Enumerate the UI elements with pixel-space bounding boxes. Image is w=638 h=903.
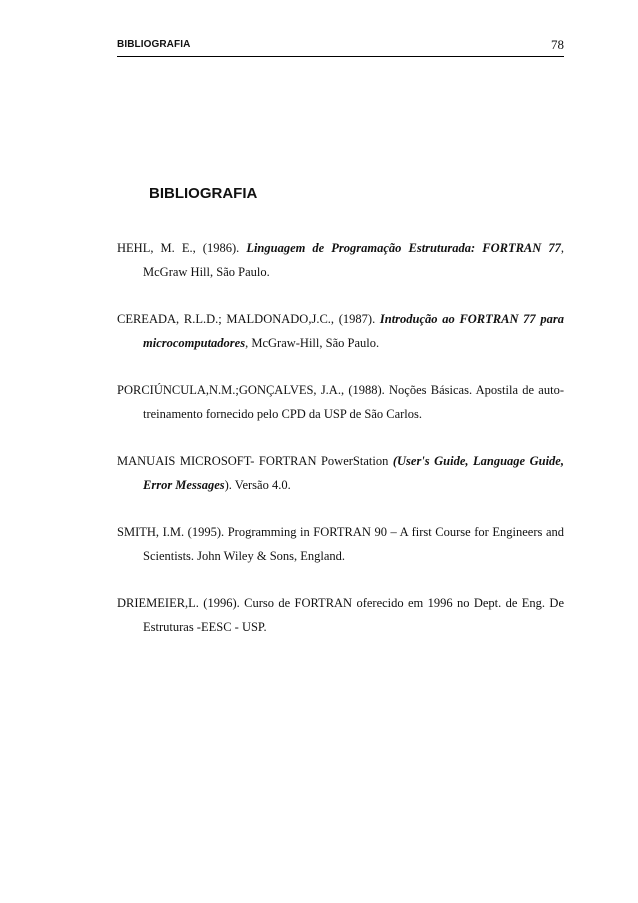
reference-lead: HEHL, M. E., (1986). [117, 241, 247, 255]
section-title: BIBLIOGRAFIA [149, 185, 258, 202]
reference-lead: PORCIÚNCULA,N.M.;GONÇALVES, J.A., (1988). Noções Básicas. Apostila de auto-treinamento fornecido pelo CPD da USP de São Carlos. [117, 383, 564, 421]
reference-lead: CEREADA, R.L.D.; MALDONADO,J.C., (1987). [117, 312, 380, 326]
reference-lead: SMITH, I.M. (1995). Programming in FORTRAN 90 – A first Course for Engineers and Scientists. John Wiley & Sons, England. [117, 525, 564, 563]
reference-entry [117, 520, 564, 568]
reference-entry [117, 378, 564, 426]
reference-lead: MANUAIS MICROSOFT- FORTRAN PowerStation [117, 454, 393, 468]
running-title: BIBLIOGRAFIA [117, 39, 191, 50]
reference-rest: ). Versão 4.0. [224, 478, 291, 492]
running-header [117, 32, 564, 57]
reference-entry [117, 307, 564, 355]
page-number: 78 [551, 37, 564, 52]
reference-lead: DRIEMEIER,L. (1996). Curso de FORTRAN oferecido em 1996 no Dept. de Eng. De Estruturas -EESC - USP. [117, 596, 564, 634]
reference-entry [117, 591, 564, 639]
reference-rest: , McGraw Hill, São Paulo. [143, 241, 564, 279]
reference-list [117, 236, 564, 662]
reference-title: Linguagem de Programação Estruturada: FORTRAN 77 [246, 241, 561, 255]
reference-title: (User's Guide, Language Guide, Error Messages [143, 454, 564, 492]
reference-entry [117, 449, 564, 497]
reference-entry [117, 236, 564, 284]
reference-rest: , McGraw-Hill, São Paulo. [245, 336, 380, 350]
reference-title: Introdução ao FORTRAN 77 para microcomputadores [143, 312, 564, 350]
